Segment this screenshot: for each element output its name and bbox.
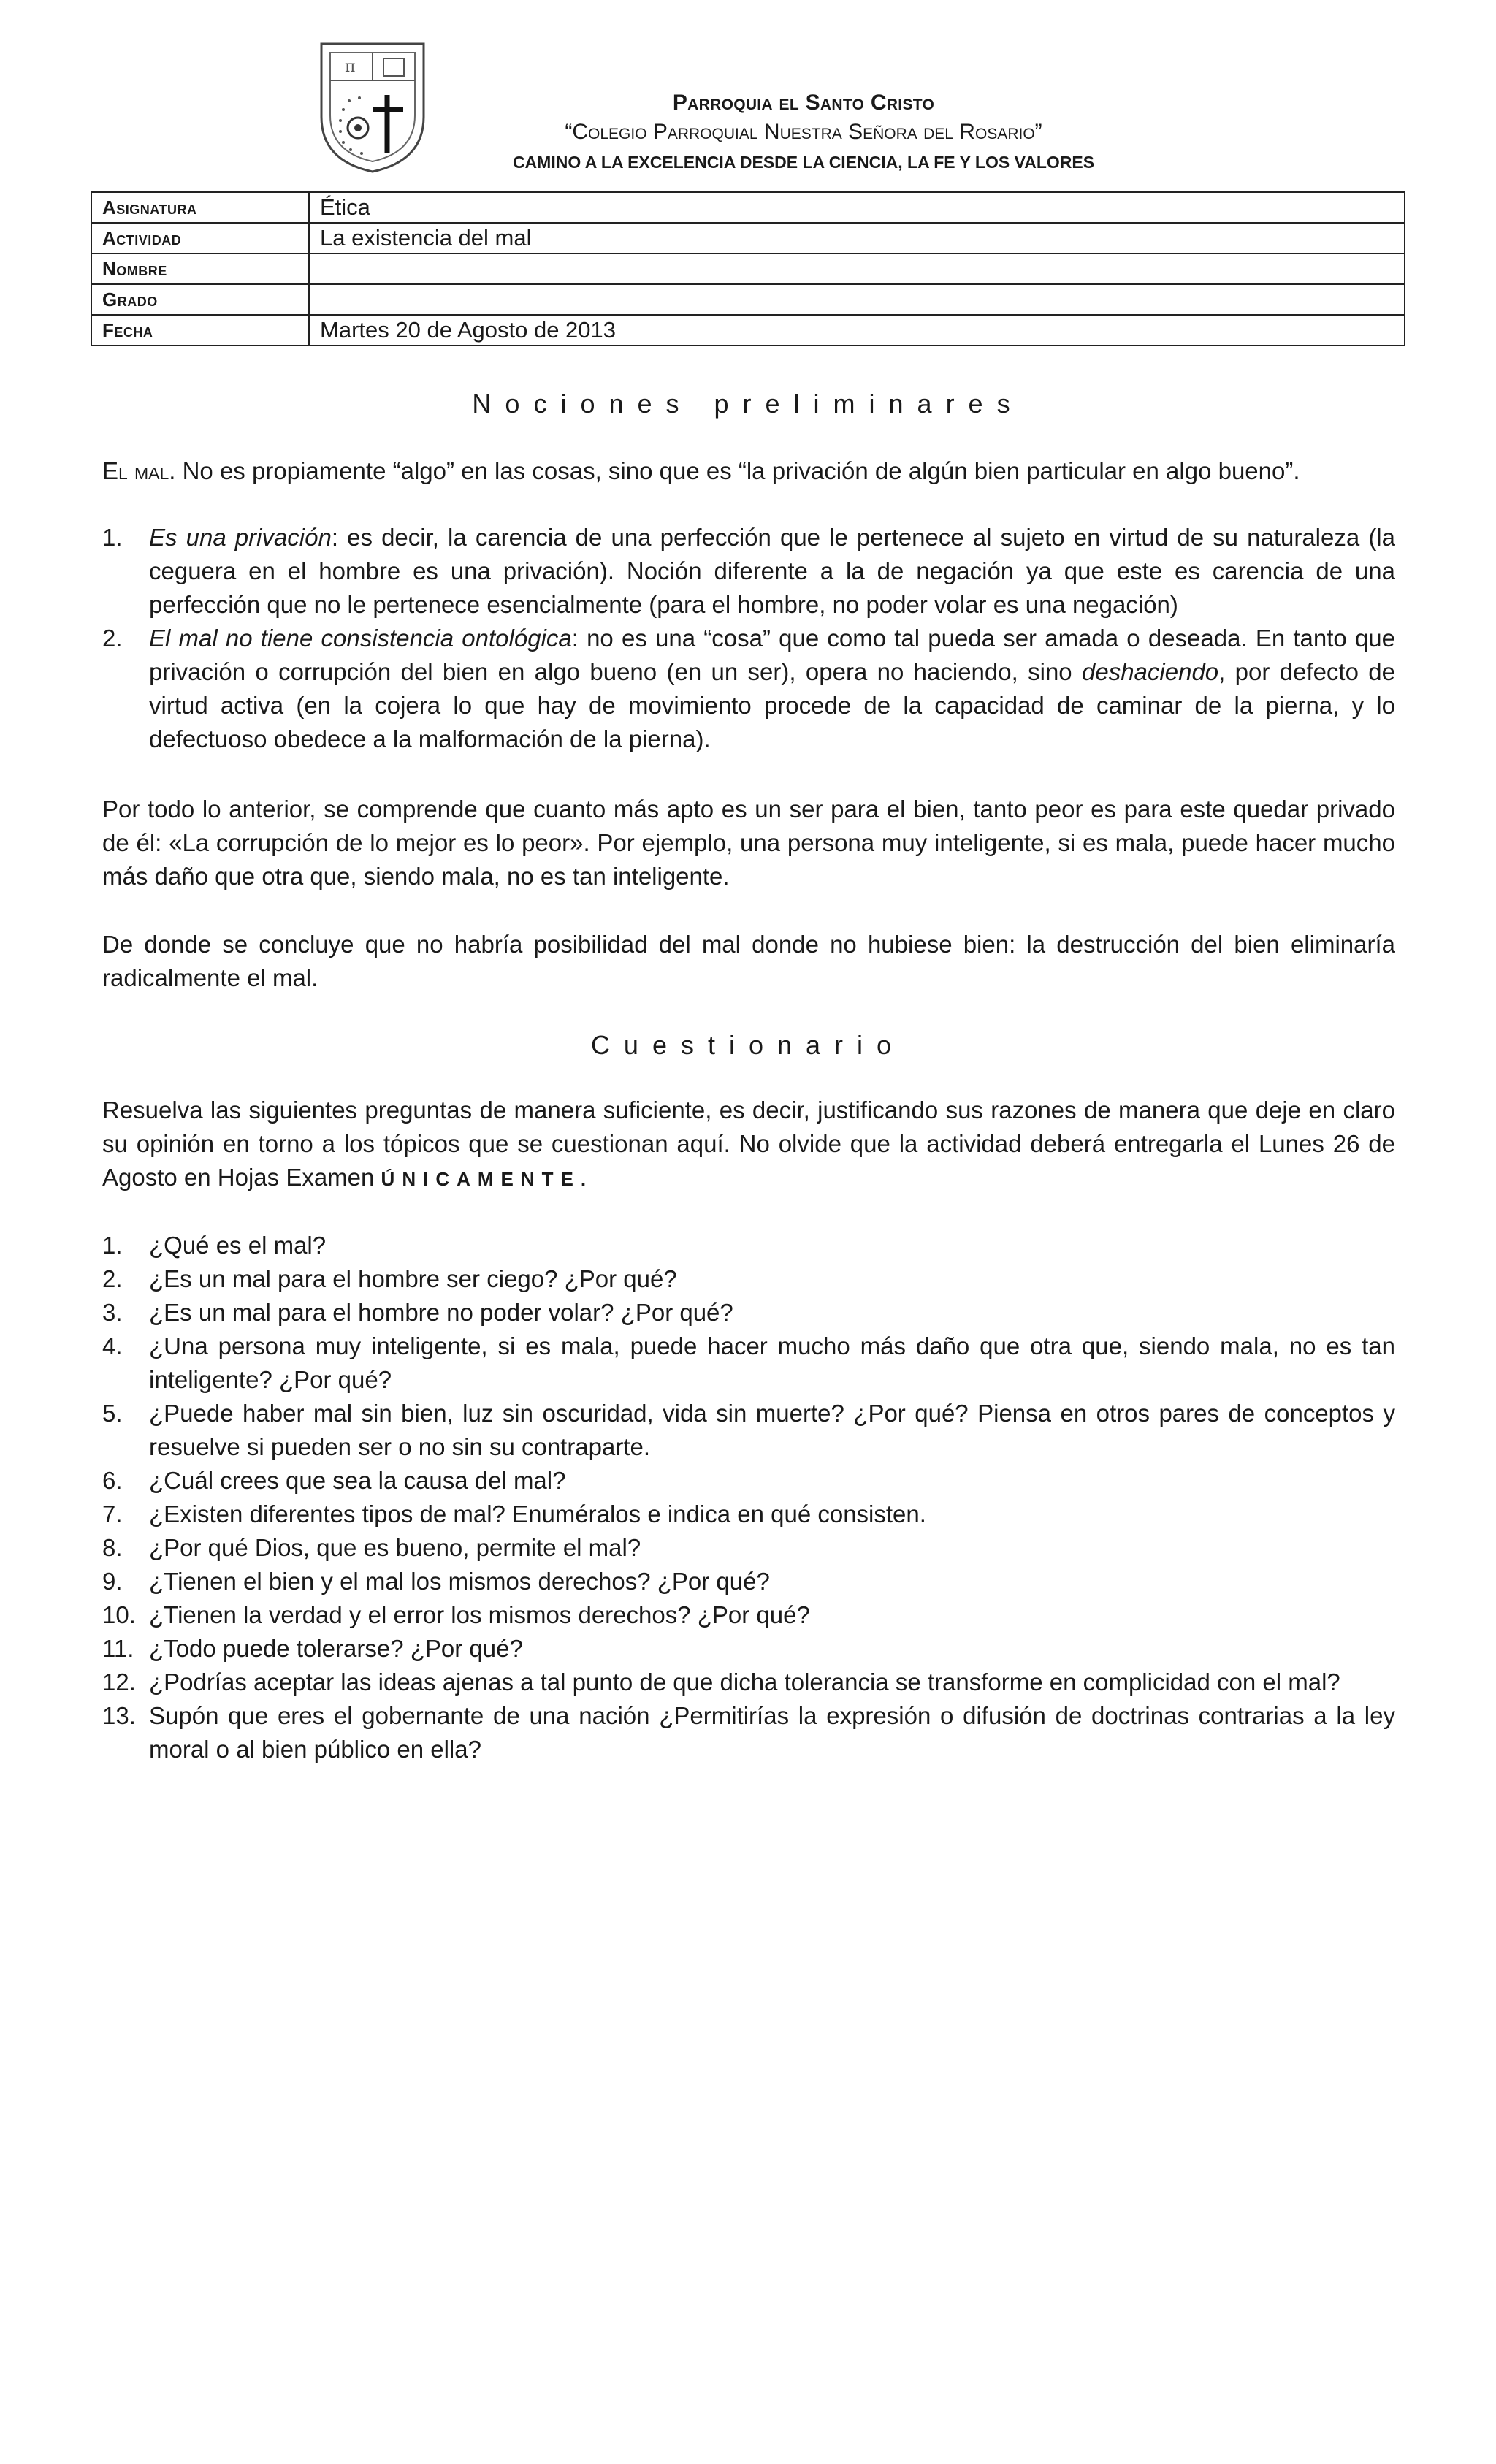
question-text: ¿Existen diferentes tipos de mal? Enuméralos e indica en qué consisten. (149, 1500, 926, 1527)
question-number: 9. (102, 1568, 123, 1595)
nociones-list (102, 521, 1395, 756)
nociones-para-2 (102, 928, 1395, 995)
question-text: ¿Qué es el mal? (149, 1232, 327, 1259)
school-name: “Colegio Parroquial Nuestra Señora del Rosario” (565, 120, 1042, 144)
info-row-asignatura (91, 192, 1405, 223)
school-crest-icon (314, 37, 431, 175)
question-item (102, 1565, 1395, 1598)
item-text-b: , por defecto de virtud activa (en la cojera lo que hay de movimiento procede de la capacidad de caminar de la pierna, y lo defectuoso obedece a la malformación de la pierna). (149, 658, 1395, 752)
info-row-grado (91, 284, 1405, 315)
question-text: ¿Todo puede tolerarse? ¿Por qué? (149, 1635, 523, 1662)
cuestionario-instructions (102, 1094, 1395, 1196)
question-text: ¿Tienen el bien y el mal los mismos derechos? ¿Por qué? (149, 1568, 770, 1595)
paragraph: Por todo lo anterior, se comprende que cuanto más apto es un ser para el bien, tanto peor es para este quedar privado de él: «La corrupción de lo mejor es lo peor». Por ejemplo, una persona muy inteligente, si es mala, puede hacer mucho más daño que otra que, siendo mala, no es tan inteligente. (102, 796, 1395, 890)
info-label: Asignatura (91, 192, 309, 223)
svg-text:π: π (345, 58, 356, 76)
info-row-nombre (91, 253, 1405, 284)
info-table (91, 191, 1405, 346)
instructions-text: Resuelva las siguientes preguntas de manera suficiente, es decir, justificando sus razones de manera que deje en claro su opinión en torno a los tópicos que se cuestionan aquí. No olvide que la actividad deberá entregarla el Lunes 26 de Agosto en Hojas Examen (102, 1096, 1395, 1191)
question-number: 2. (102, 1265, 123, 1292)
question-item (102, 1598, 1395, 1632)
info-value: Ética (309, 192, 1405, 223)
question-text: ¿Es un mal para el hombre no poder volar? ¿Por qué? (149, 1299, 733, 1326)
intro-lead: El mal (102, 457, 169, 484)
school-motto: CAMINO A LA EXCELENCIA DESDE LA CIENCIA, LA FE Y LOS VALORES (512, 153, 1095, 172)
item-number: 2. (102, 625, 123, 652)
item-italic: El mal no tiene consistencia ontológica (149, 625, 572, 652)
info-row-actividad (91, 223, 1405, 253)
question-item (102, 1666, 1395, 1699)
info-label: Nombre (91, 253, 309, 284)
question-item (102, 1330, 1395, 1397)
instructions-emphasis: ÚNICAMENTE. (381, 1168, 594, 1190)
question-number: 10. (102, 1601, 136, 1628)
info-label: Grado (91, 284, 309, 315)
question-number: 11. (102, 1635, 134, 1662)
info-value[interactable] (309, 253, 1405, 284)
question-number: 5. (102, 1400, 123, 1427)
info-label: Actividad (91, 223, 309, 253)
info-row-fecha (91, 315, 1405, 346)
info-value: Martes 20 de Agosto de 2013 (309, 315, 1405, 346)
question-number: 8. (102, 1534, 123, 1561)
intro-text: . No es propiamente “algo” en las cosas, sino que es “la privación de algún bien particular en algo bueno”. (169, 457, 1300, 484)
question-text: ¿Cuál crees que sea la causa del mal? (149, 1467, 566, 1494)
question-number: 12. (102, 1668, 136, 1696)
question-text: ¿Una persona muy inteligente, si es mala, puede hacer mucho más daño que otra que, siendo mala, no es tan inteligente? ¿Por qué? (149, 1332, 1395, 1393)
question-number: 1. (102, 1232, 123, 1259)
question-text: ¿Puede haber mal sin bien, luz sin oscuridad, vida sin muerte? ¿Por qué? Piensa en otros pares de conceptos y resuelve si pueden ser o no sin su contraparte. (149, 1400, 1395, 1460)
nociones-intro (102, 454, 1395, 488)
question-text: ¿Es un mal para el hombre ser ciego? ¿Por qué? (149, 1265, 677, 1292)
section-title-nociones: Nociones preliminares (472, 389, 1024, 419)
question-number: 7. (102, 1500, 123, 1527)
question-item (102, 1699, 1395, 1766)
item-number: 1. (102, 524, 123, 551)
list-item (102, 521, 1395, 622)
question-number: 13. (102, 1702, 136, 1729)
parish-name: Parroquia el Santo Cristo (672, 91, 935, 115)
item-text: : es decir, la carencia de una perfección que le pertenece al sujeto en virtud de su naturaleza (la ceguera en el hombre es una privación). Noción diferente a la de negación ya que este es carencia de una perfección que no le pertenece esencialmente (para el hombre, no poder volar es una negación) (149, 524, 1395, 618)
question-item (102, 1464, 1395, 1498)
info-value: La existencia del mal (309, 223, 1405, 253)
info-label: Fecha (91, 315, 309, 346)
question-item (102, 1262, 1395, 1296)
info-value[interactable] (309, 284, 1405, 315)
section-title-cuestionario: Cuestionario (590, 1030, 906, 1060)
question-number: 3. (102, 1299, 123, 1326)
list-item (102, 622, 1395, 756)
question-item (102, 1632, 1395, 1666)
question-text: ¿Podrías aceptar las ideas ajenas a tal punto de que dicha tolerancia se transforme en complicidad con el mal? (149, 1668, 1340, 1696)
question-number: 6. (102, 1467, 123, 1494)
question-item (102, 1531, 1395, 1565)
paragraph: De donde se concluye que no habría posibilidad del mal donde no hubiese bien: la destrucción del bien eliminaría radicalmente el mal. (102, 931, 1395, 991)
question-text: ¿Tienen la verdad y el error los mismos derechos? ¿Por qué? (149, 1601, 810, 1628)
question-number: 4. (102, 1332, 123, 1359)
item-text: : no es una “cosa” que como tal pueda ser amada o deseada. En tanto que privación o corrupción del bien en algo bueno (en un ser), opera no haciendo, sino (149, 625, 1395, 685)
question-text: Supón que eres el gobernante de una nación ¿Permitirías la expresión o difusión de doctrinas contrarias a la ley moral o al bien público en ella? (149, 1702, 1395, 1763)
question-item (102, 1397, 1395, 1464)
question-item (102, 1229, 1395, 1262)
nociones-para-1 (102, 793, 1395, 893)
question-item (102, 1296, 1395, 1330)
question-text: ¿Por qué Dios, que es bueno, permite el mal? (149, 1534, 641, 1561)
question-item (102, 1498, 1395, 1531)
questions-list (102, 1229, 1395, 1766)
item-italic: Es una privación (149, 524, 332, 551)
item-italic-b: deshaciendo (1082, 658, 1219, 685)
